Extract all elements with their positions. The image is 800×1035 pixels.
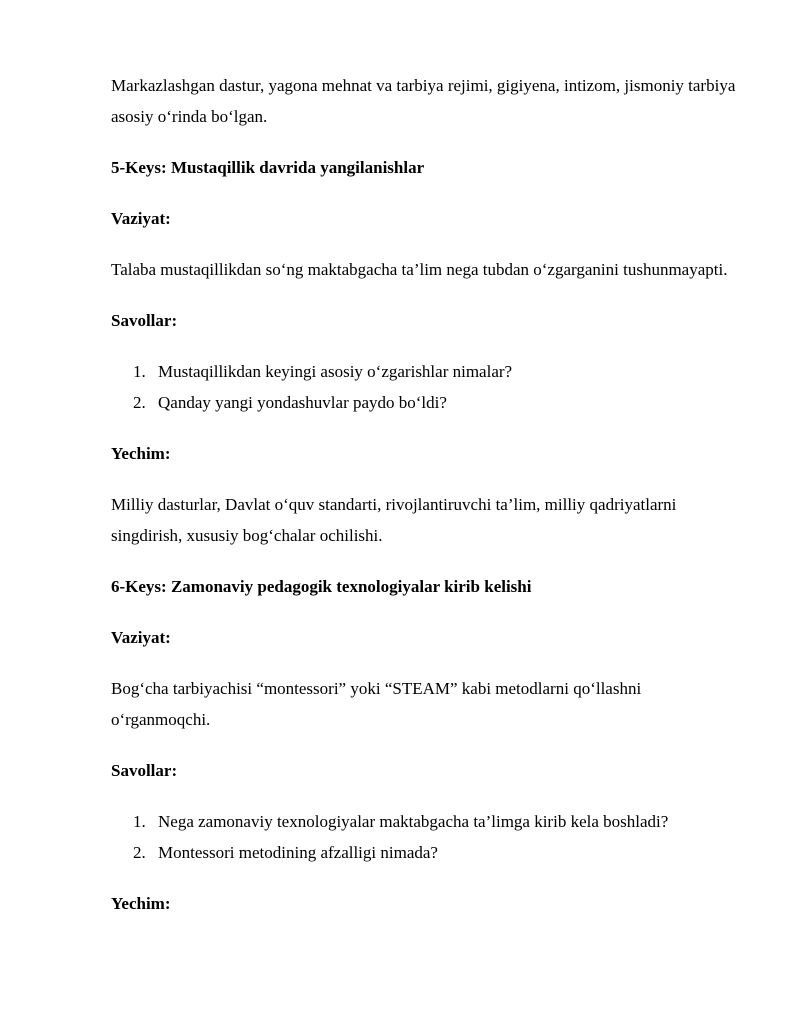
list-item xyxy=(111,356,741,387)
case6-situation-text: Bog‘cha tarbiyachisi “montessori” yoki “STEAM” kabi metodlarni qo‘llashni o‘rganmoqchi. xyxy=(111,679,642,729)
list-item-text: Qanday yangi yondashuvlar paydo bo‘ldi? xyxy=(158,393,447,412)
list-item-text: Mustaqillikdan keyingi asosiy o‘zgarishlar nimalar? xyxy=(158,362,513,381)
list-item-number: 2. xyxy=(133,843,146,862)
case5-questions-label: Savollar: xyxy=(111,311,178,330)
case5-solution-label: Yechim: xyxy=(111,444,171,463)
case6-questions-list xyxy=(111,806,741,868)
document-page xyxy=(111,70,741,919)
list-item xyxy=(111,387,741,418)
case6-title: 6-Keys: Zamonaviy pedagogik texnologiyalar kirib kelishi xyxy=(111,577,532,596)
case5-solution-text: Milliy dasturlar, Davlat o‘quv standarti, rivojlantiruvchi ta’lim, milliy qadriyatlarni singdirish, xususiy bog‘chalar ochilishi. xyxy=(111,495,677,545)
list-item xyxy=(111,837,741,868)
list-item-text: Montessori metodining afzalligi nimada? xyxy=(158,843,438,862)
case5-title: 5-Keys: Mustaqillik davrida yangilanishlar xyxy=(111,158,425,177)
case5-situation-text: Talaba mustaqillikdan so‘ng maktabgacha ta’lim nega tubdan o‘zgarganini tushunmayapti. xyxy=(111,260,728,279)
case6-situation-label: Vaziyat: xyxy=(111,628,171,647)
case5-situation-label: Vaziyat: xyxy=(111,209,171,228)
list-item-text: Nega zamonaviy texnologiyalar maktabgacha ta’limga kirib kela boshladi? xyxy=(158,812,669,831)
intro-paragraph: Markazlashgan dastur, yagona mehnat va tarbiya rejimi, gigiyena, intizom, jismoniy tarbiya asosiy o‘rinda bo‘lgan. xyxy=(111,76,736,126)
case6-questions-label: Savollar: xyxy=(111,761,178,780)
case6-solution-label: Yechim: xyxy=(111,894,171,913)
list-item-number: 1. xyxy=(133,362,146,381)
case5-questions-list xyxy=(111,356,741,418)
list-item-number: 1. xyxy=(133,812,146,831)
list-item-number: 2. xyxy=(133,393,146,412)
list-item xyxy=(111,806,741,837)
